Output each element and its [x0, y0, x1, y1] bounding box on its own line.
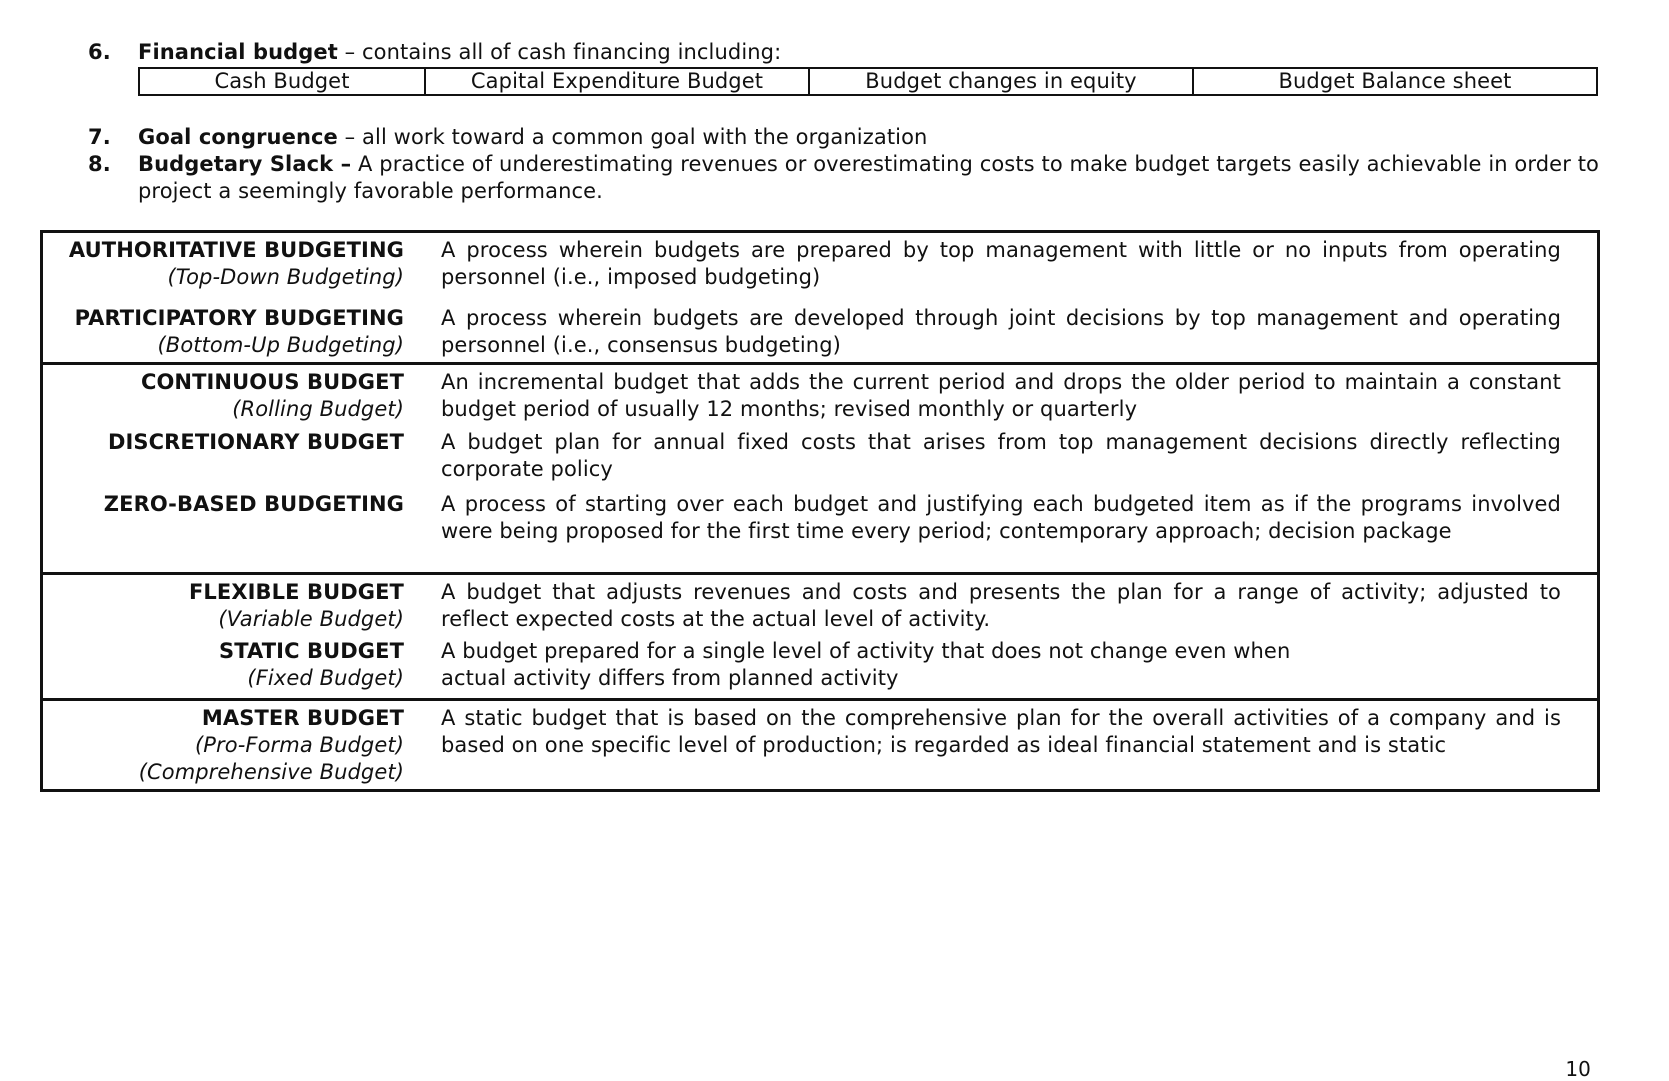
budget-types-table [40, 230, 1600, 792]
list-item-budgetary-slack [88, 151, 1599, 205]
budget-type-label [43, 237, 404, 291]
section-divider [43, 698, 1597, 701]
budget-type-alias: (Fixed Budget) [247, 666, 404, 690]
section-divider [43, 362, 1597, 365]
financial-budget-table [138, 67, 1598, 96]
budget-type-definition: An incremental budget that adds the current period and drops the older period to maintain a constant budget period of usually 12 months; revised monthly or quarterly [441, 370, 1561, 421]
budget-type-definition: A process wherein budgets are prepared by top management with little or no inputs from operating personnel (i.e., imposed budgeting) [441, 238, 1561, 289]
item-number: 8. [88, 152, 111, 176]
budget-type-alias: (Variable Budget) [218, 607, 404, 631]
budget-type-label [43, 429, 404, 456]
budget-type-definition: A budget prepared for a single level of activity that does not change even when actual activity differs from planned activity [441, 639, 1291, 690]
budget-type-label [43, 705, 404, 786]
list-item-financial-budget [88, 39, 1588, 66]
list-item-goal-congruence [88, 124, 1588, 151]
budget-type-title: PARTICIPATORY BUDGETING [74, 306, 404, 330]
item-term: Budgetary Slack – [138, 152, 352, 176]
item-text: – contains all of cash financing including: [337, 40, 782, 64]
budget-type-alias: (Rolling Budget) [232, 397, 404, 421]
budget-type-label [43, 491, 404, 518]
budget-type-label [43, 638, 404, 692]
budget-type-label [43, 579, 404, 633]
item-term: Financial budget [138, 40, 338, 64]
budget-type-title: FLEXIBLE BUDGET [188, 580, 404, 604]
budget-type-alias: (Pro-Forma Budget) [194, 733, 404, 757]
budget-type-alias: (Bottom-Up Budgeting) [157, 333, 404, 357]
item-number: 6. [88, 40, 111, 64]
budget-type-definition: A process of starting over each budget and justifying each budgeted item as if the programs involved were being proposed for the first time every period; contemporary approach; decision package [441, 492, 1561, 543]
item-text: – all work toward a common goal with the organization [337, 125, 928, 149]
table-cell: Budget changes in equity [810, 69, 1194, 94]
section-divider [43, 572, 1597, 575]
item-term: Goal congruence [138, 125, 338, 149]
budget-type-definition: A budget plan for annual fixed costs that arises from top management decisions directly reflecting corporate policy [441, 430, 1561, 481]
budget-type-title: MASTER BUDGET [201, 706, 404, 730]
item-text: A practice of underestimating revenues or overestimating costs to make budget targets easily achievable in order to project a seemingly favorable performance. [138, 152, 1599, 203]
budget-type-label [43, 369, 404, 423]
item-number: 7. [88, 125, 111, 149]
budget-type-definition: A budget that adjusts revenues and costs and presents the plan for a range of activity; adjusted to reflect expected costs at the actual level of activity. [441, 580, 1561, 631]
table-cell: Cash Budget [140, 69, 426, 94]
budget-type-definition: A static budget that is based on the comprehensive plan for the overall activities of a company and is based on one specific level of production; is regarded as ideal financial statement and is static [441, 706, 1561, 757]
budget-type-title: DISCRETIONARY BUDGET [107, 430, 404, 454]
budget-type-alias: (Top-Down Budgeting) [167, 265, 404, 289]
budget-type-title: CONTINUOUS BUDGET [140, 370, 404, 394]
table-cell: Capital Expenditure Budget [426, 69, 810, 94]
budget-type-definition: A process wherein budgets are developed through joint decisions by top management and operating personnel (i.e., consensus budgeting) [441, 306, 1561, 357]
budget-type-alias: (Comprehensive Budget) [138, 760, 404, 784]
table-cell: Budget Balance sheet [1278, 69, 1512, 93]
page-number: 10 [1565, 1057, 1591, 1081]
budget-type-label [43, 305, 404, 359]
budget-type-title: AUTHORITATIVE BUDGETING [68, 238, 404, 262]
budget-type-title: ZERO-BASED BUDGETING [103, 492, 404, 516]
budget-type-title: STATIC BUDGET [219, 639, 404, 663]
